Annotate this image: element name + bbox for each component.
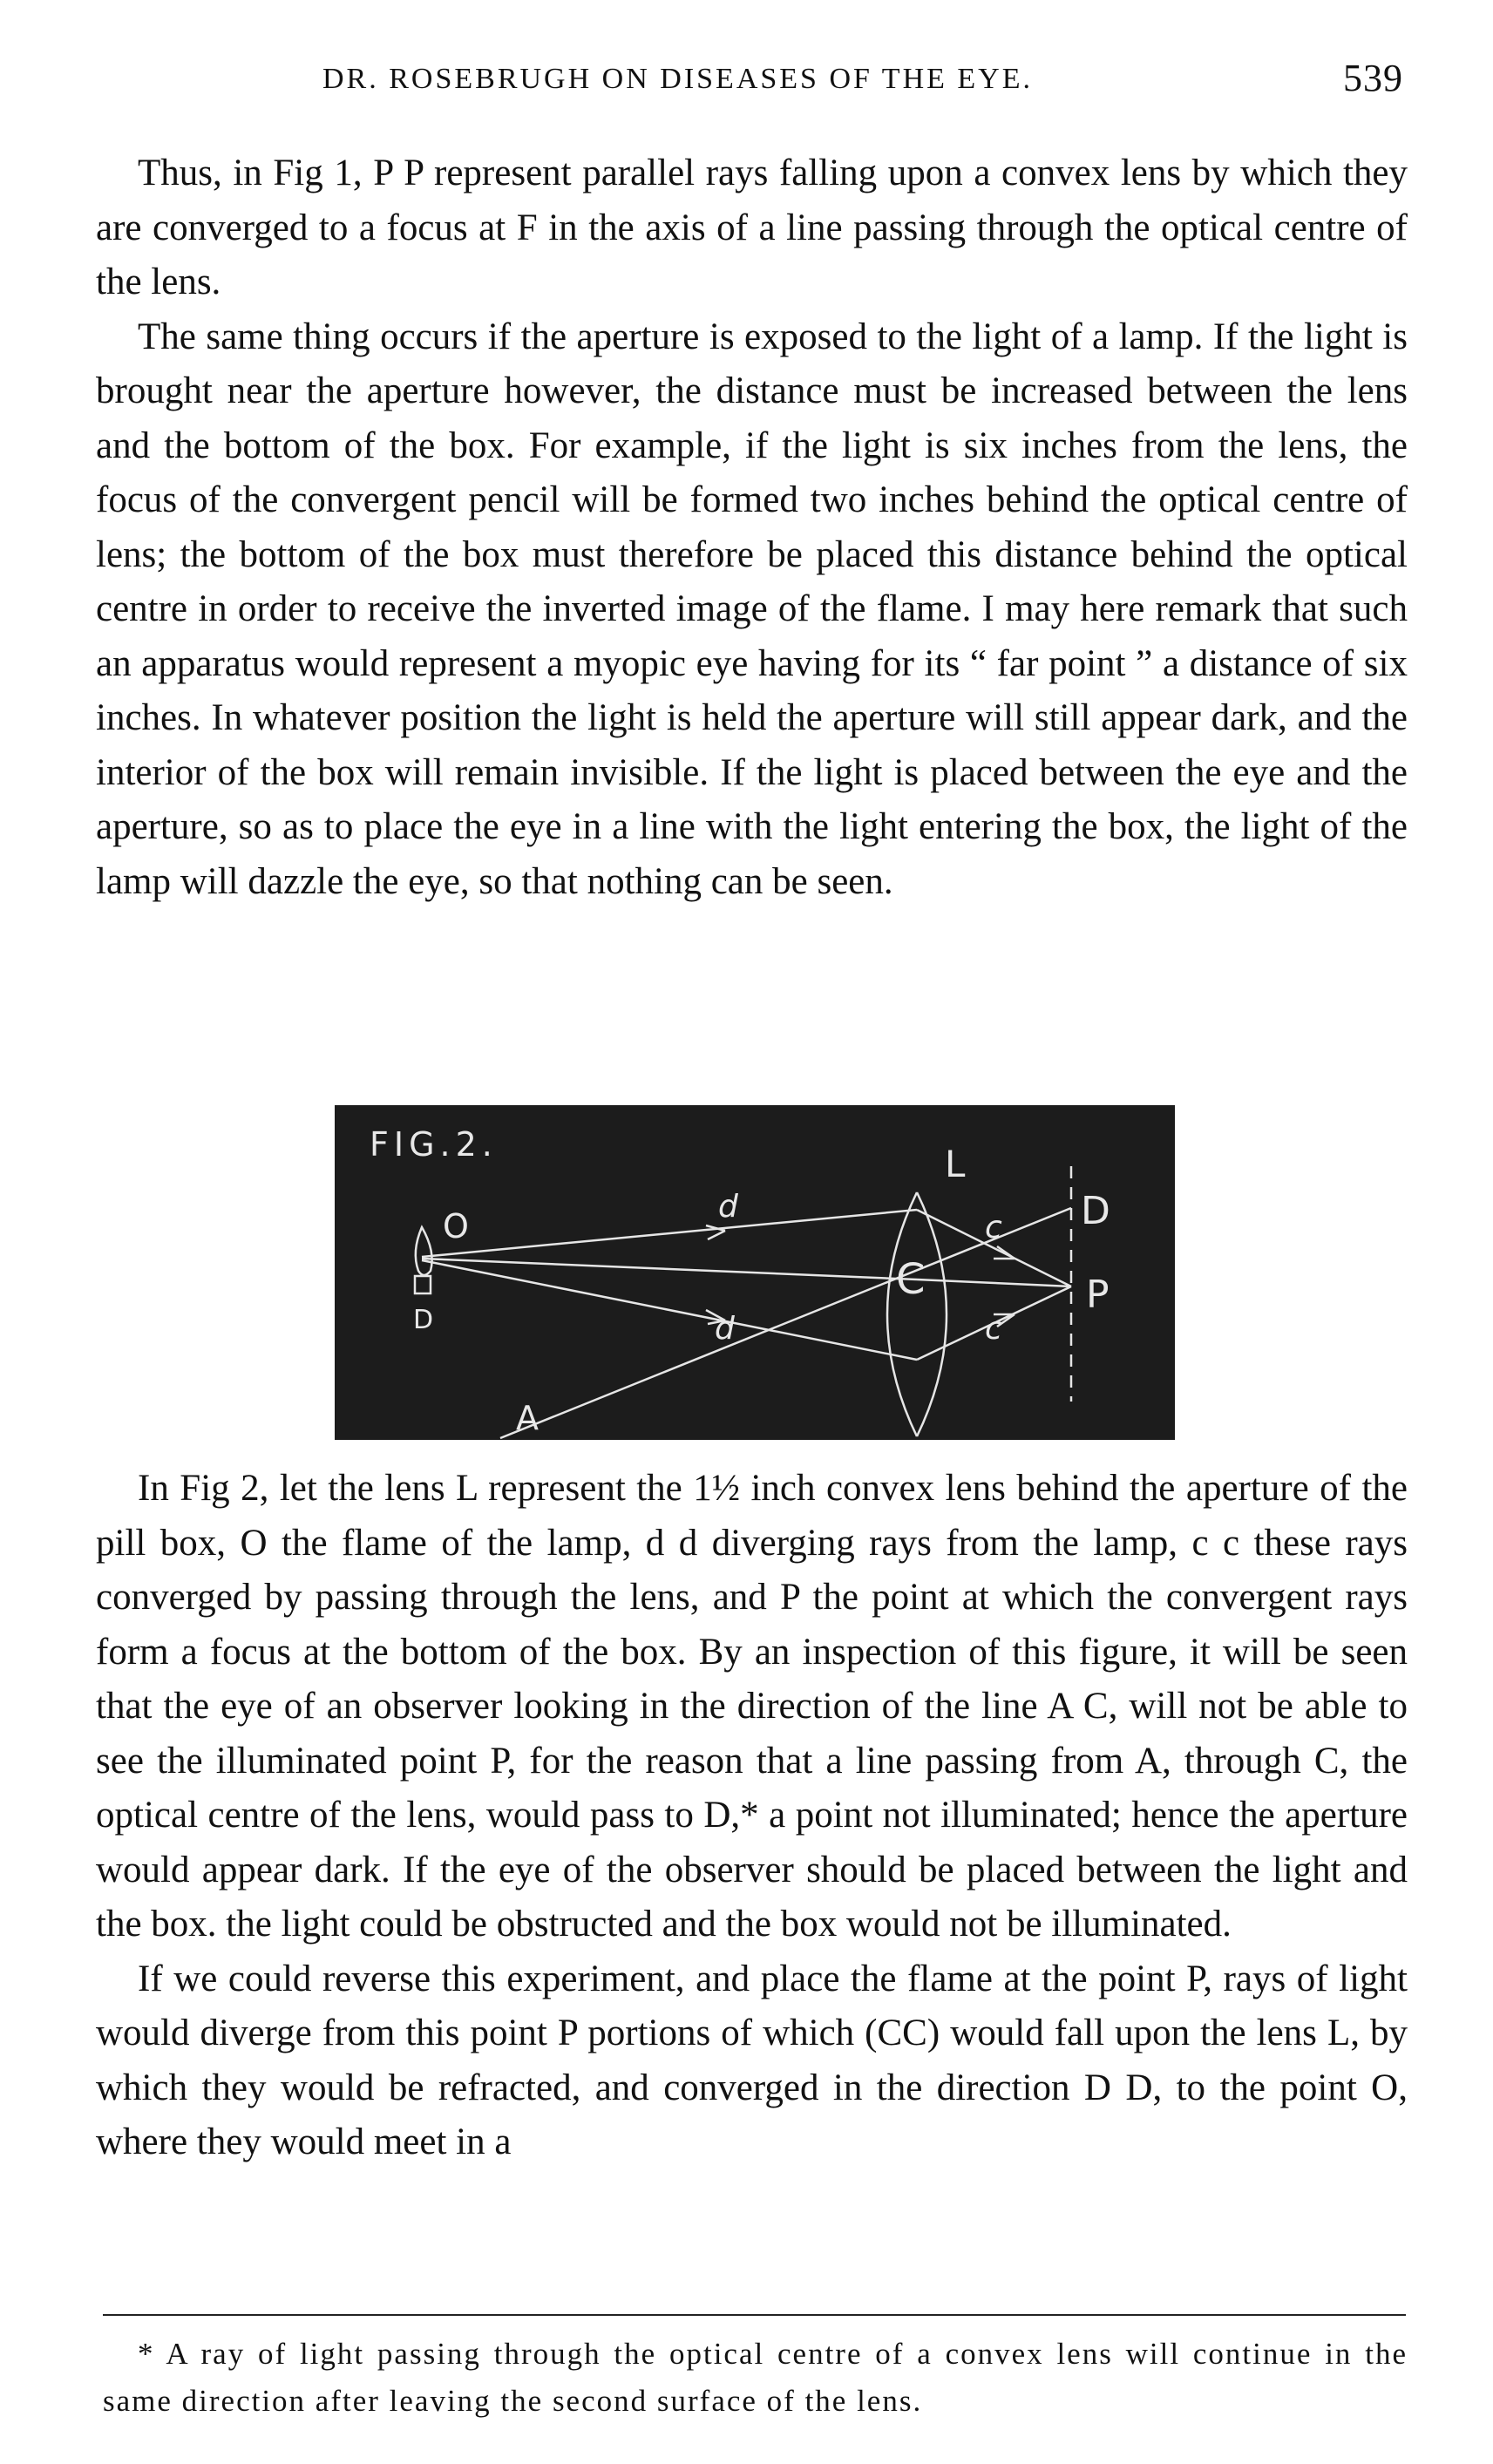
lens-diagram	[335, 1105, 1175, 1440]
label-d-left: D	[413, 1305, 434, 1335]
label-a: A	[516, 1399, 539, 1437]
footnote-text: * A ray of light passing through the optical centre of a convex lens will continue in the same direction after leaving the second surface of the lens.	[103, 2337, 1408, 2418]
label-d-upper: d	[718, 1189, 738, 1225]
ray-middle-incoming	[422, 1259, 917, 1280]
paragraph-lamp: The same thing occurs if the aperture is exposed to the light of a lamp. If the light is brought near the aperture however, the distance must be increased between the lens and the bottom of the box. For example, if the light is six inches from the lens, the focus of the convergent pencil will be formed two inches behind the optical centre of lens; the bottom of the box must therefore be placed this distance behind the optical centre in order to receive the inverted image of the flame. I may here remark that such an apparatus would represent a myopic eye having for its “ far point ” a distance of six inches. In whatever position the light is held the aperture will still appear dark, and the interior of the box will remain invisible. If the light is placed between the eye and the aperture, so as to place the eye in a line with the light entering the box, the light of the lamp will dazzle the eye, so that nothing can be seen.	[96, 316, 1408, 902]
flame-icon	[416, 1227, 432, 1275]
label-o: O	[443, 1207, 469, 1246]
figure-2	[335, 1105, 1175, 1440]
label-c-upper: c	[985, 1210, 1002, 1246]
label-p: P	[1086, 1273, 1110, 1317]
body-text-top	[96, 146, 1408, 909]
footnote	[103, 2331, 1408, 2425]
page-number: 539	[1343, 57, 1403, 99]
label-c: C	[896, 1255, 926, 1304]
running-head	[322, 54, 1403, 106]
paragraph-reverse: If we could reverse this experiment, and place the flame at the point P, rays of light would diverge from this point P portions of which (CC) would fall upon the lens L, by which they would be refracted, and converged in the direction D D, to the point O, where they would meet in a	[96, 1958, 1408, 2162]
paragraph-fig2: In Fig 2, let the lens L represent the 1½ inch convex lens behind the aperture of the pill box, O the flame of the lamp, d d diverging rays from the lamp, c c these rays converged by passing through the lens, and P the point at which the convergent rays form a focus at the bottom of the box. By an inspection of this figure, it will be seen that the eye of an observer looking in the direction of the line A C, will not be able to see the illuminated point P, for the reason that a line passing from A, through C, the optical centre of the lens, would pass to D,* a point not illuminated; hence the aperture would appear dark. If the eye of the observer should be placed between the light and the box. the light could be obstructed and the box would not be illuminated.	[96, 1468, 1408, 1945]
paragraph-fig1: Thus, in Fig 1, P P represent parallel rays falling upon a convex lens by which they are converged to a focus at F in the axis of a line passing through the optical centre of the lens.	[96, 153, 1408, 302]
label-d-lower: d	[715, 1311, 735, 1347]
arrow-upper-converging	[994, 1246, 1015, 1259]
running-head-title: DR. ROSEBRUGH ON DISEASES OF THE EYE.	[322, 63, 1033, 95]
footnote-divider	[103, 2314, 1406, 2316]
figure-caption: FIG.2.	[370, 1125, 498, 1164]
ray-middle-converging	[917, 1280, 1071, 1286]
ray-lower-incoming	[422, 1260, 917, 1360]
body-text-bottom	[96, 1462, 1408, 2170]
label-c-lower: c	[985, 1311, 1002, 1347]
lamp-base-icon	[415, 1276, 431, 1293]
lens-right-surface	[917, 1192, 947, 1436]
label-d-right: D	[1081, 1189, 1110, 1233]
ray-upper-incoming	[422, 1210, 917, 1257]
lens-left-surface	[887, 1192, 917, 1436]
label-l: L	[945, 1143, 966, 1185]
